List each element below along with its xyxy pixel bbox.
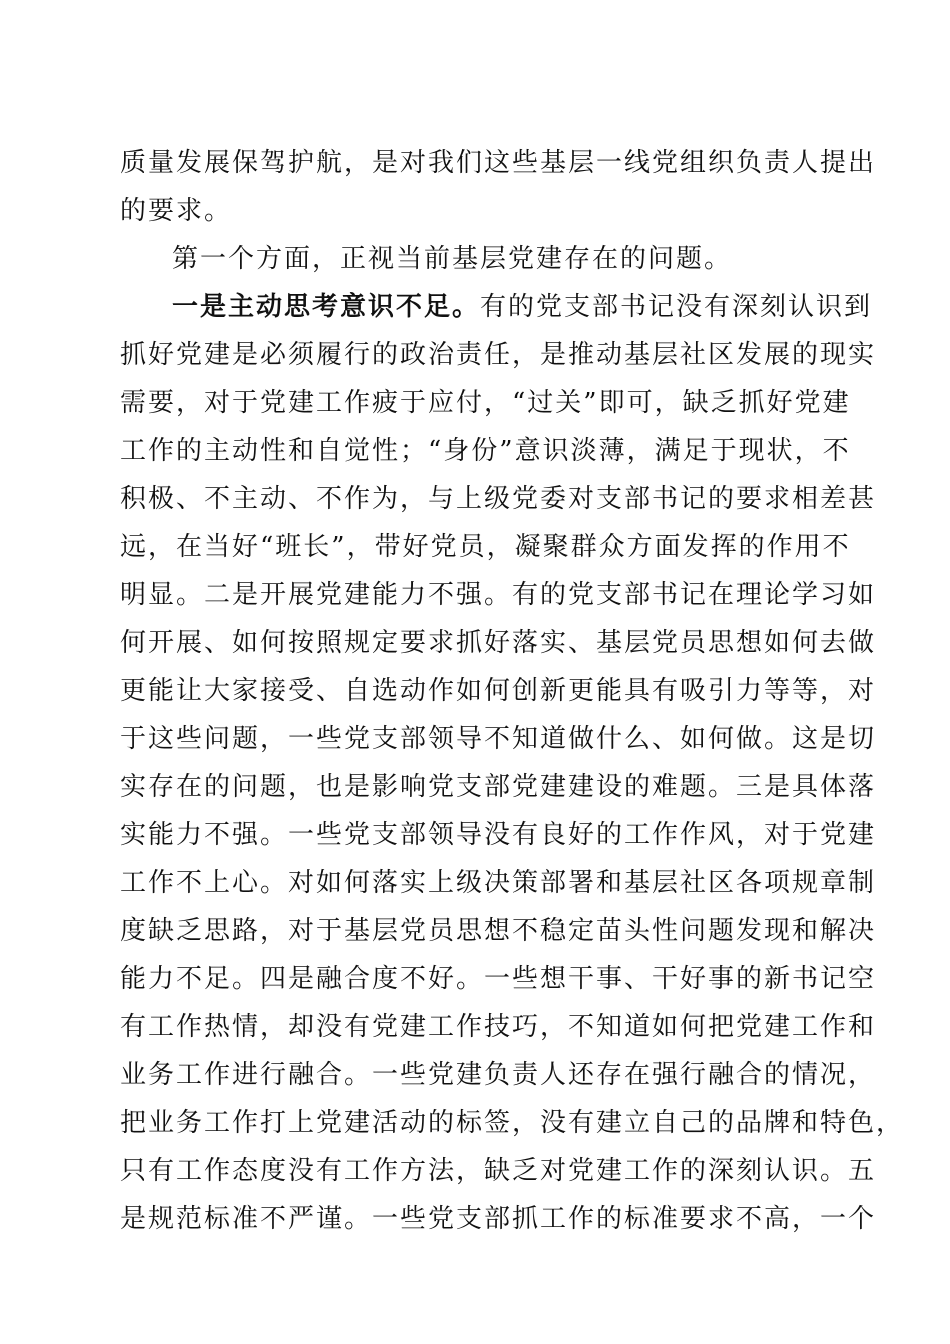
paragraph-line-5: 抓好党建是必须履行的政治责任，是推动基层社区发展的现实 (120, 340, 877, 370)
paragraph-line-17: 度缺乏思路，对于基层党员思想不稳定苗头性问题发现和解决 (120, 916, 877, 946)
paragraph-line-12: 更能让大家接受、自选动作如何创新更能具有吸引力等等，对 (120, 676, 877, 706)
paragraph-line-14: 实存在的问题，也是影响党支部党建建设的难题。三是具体落 (120, 772, 877, 802)
paragraph-line-21: 把业务工作打上党建活动的标签，没有建立自己的品牌和特色， (120, 1108, 905, 1138)
paragraph-line-10: 明显。二是开展党建能力不强。有的党支部书记在理论学习如 (120, 580, 877, 610)
paragraph-line-13: 于这些问题，一些党支部领导不知道做什么、如何做。这是切 (120, 724, 877, 754)
paragraph-line-8: 积极、不主动、不作为，与上级党委对支部书记的要求相差甚 (120, 484, 877, 514)
paragraph-line-19: 有工作热情，却没有党建工作技巧，不知道如何把党建工作和 (120, 1012, 877, 1042)
paragraph-line-15: 实能力不强。一些党支部领导没有良好的工作作风，对于党建 (120, 820, 877, 850)
paragraph-line-22: 只有工作态度没有工作方法，缺乏对党建工作的深刻认识。五 (120, 1156, 877, 1186)
paragraph-line-1: 质量发展保驾护航，是对我们这些基层一线党组织负责人提出 (120, 148, 877, 178)
paragraph-line-7: 工作的主动性和自觉性；“身份”意识淡薄，满足于现状，不 (120, 436, 851, 466)
paragraph-line-16: 工作不上心。对如何落实上级决策部署和基层社区各项规章制 (120, 868, 877, 898)
paragraph-line-9: 远，在当好“班长”，带好党员，凝聚群众方面发挥的作用不 (120, 532, 851, 562)
paragraph-line-11: 何开展、如何按照规定要求抓好落实、基层党员思想如何去做 (120, 628, 877, 658)
paragraph-line-20: 业务工作进行融合。一些党建负责人还存在强行融合的情况， (120, 1060, 877, 1090)
subheading-one: 一是主动思考意识不足。 (172, 292, 481, 322)
section-heading: 第一个方面，正视当前基层党建存在的问题。 (172, 244, 733, 274)
paragraph-line-18: 能力不足。四是融合度不好。一些想干事、干好事的新书记空 (120, 964, 877, 994)
paragraph-line-4 (120, 283, 873, 331)
paragraph-line-2: 的要求。 (120, 196, 233, 226)
paragraph-line-23: 是规范标准不严谨。一些党支部抓工作的标准要求不高，一个 (120, 1204, 877, 1234)
paragraph-line-6: 需要，对于党建工作疲于应付，“过关”即可，缺乏抓好党建 (120, 388, 851, 418)
paragraph-line-4-text: 有的党支部书记没有深刻认识到 (480, 292, 873, 322)
body-text (120, 139, 905, 1243)
